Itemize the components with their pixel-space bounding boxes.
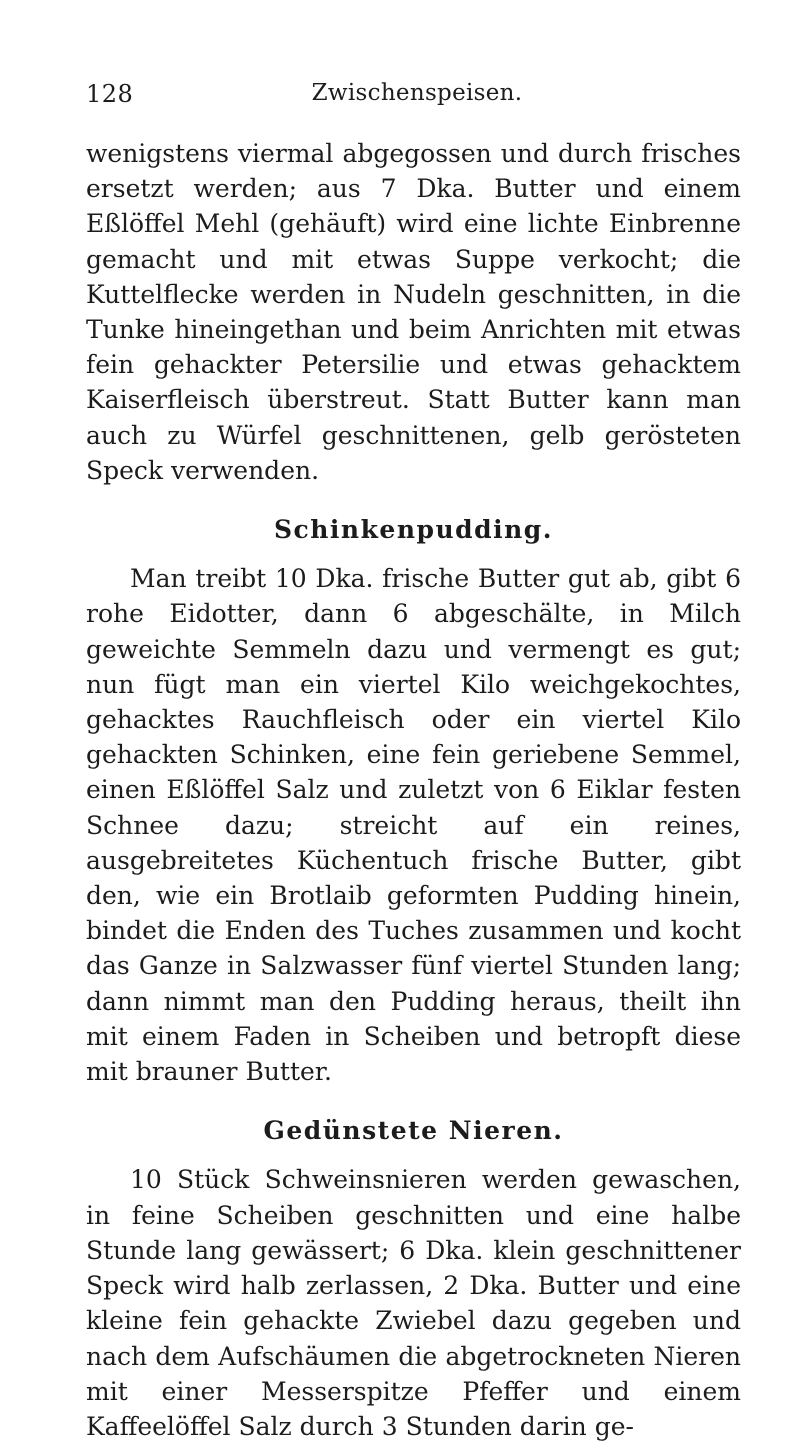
page-number: 128 [86,80,134,108]
page-header [86,80,748,116]
paragraph-kuttelflecke-end: wenigstens viermal abgegossen und durch frisches ersetzt werden; aus 7 Dka. Butter und einem Eßlöffel Mehl (gehäuft) wird eine lichte Einbrenne gemacht und mit etwas Suppe verkocht; die Kuttelflecke werden in Nudeln geschnitten, in die Tunke hineingethan und beim Anrichten mit etwas fein gehackter Petersilie und etwas gehacktem Kaiserfleisch überstreut. Statt Butter kann man auch zu Würfel geschnittenen, gelb gerösteten Speck verwenden. [86,139,741,485]
page-body [86,136,741,1444]
recipe-heading-gedunstete-nieren: Gedünstete Nieren. [263,1116,564,1146]
running-title: Zwischenspeisen. [311,80,523,106]
paragraph-schinkenpudding: Man treibt 10 Dka. frische Butter gut ab, gibt 6 rohe Eidotter, dann 6 abgeschälte, in Milch geweichte Semmeln dazu und vermengt es gut; nun fügt man ein viertel Kilo weichgekochtes, gehacktes Rauchfleisch oder ein viertel Kilo gehackten Schinken, eine fein geriebene Semmel, einen Eßlöffel Salz und zuletzt von 6 Eiklar festen Schnee dazu; streicht auf ein reines, ausgebreitetes Küchentuch frische Butter, gibt den, wie ein Brotlaib geformten Pudding hinein, bindet die Enden des Tuches zusammen und kocht das Ganze in Salzwasser fünf viertel Stunden lang; dann nimmt man den Pudding heraus, theilt ihn mit einem Faden in Scheiben und betropft diese mit brauner Butter. [86,564,741,1087]
paragraph-gedunstete-nieren: 10 Stück Schweinsnieren werden gewaschen, in feine Scheiben geschnitten und eine halbe Stunde lang gewässert; 6 Dka. klein geschnittener Speck wird halb zerlassen, 2 Dka. Butter und eine kleine fein gehackte Zwiebel dazu gegeben und nach dem Aufschäumen die abgetrockneten Nieren mit einer Messerspitze Pfeffer und einem Kaffeelöffel Salz durch 3 Stunden darin ge- [86,1165,741,1441]
recipe-heading-schinkenpudding: Schinkenpudding. [273,515,553,545]
book-page [58,0,748,1441]
